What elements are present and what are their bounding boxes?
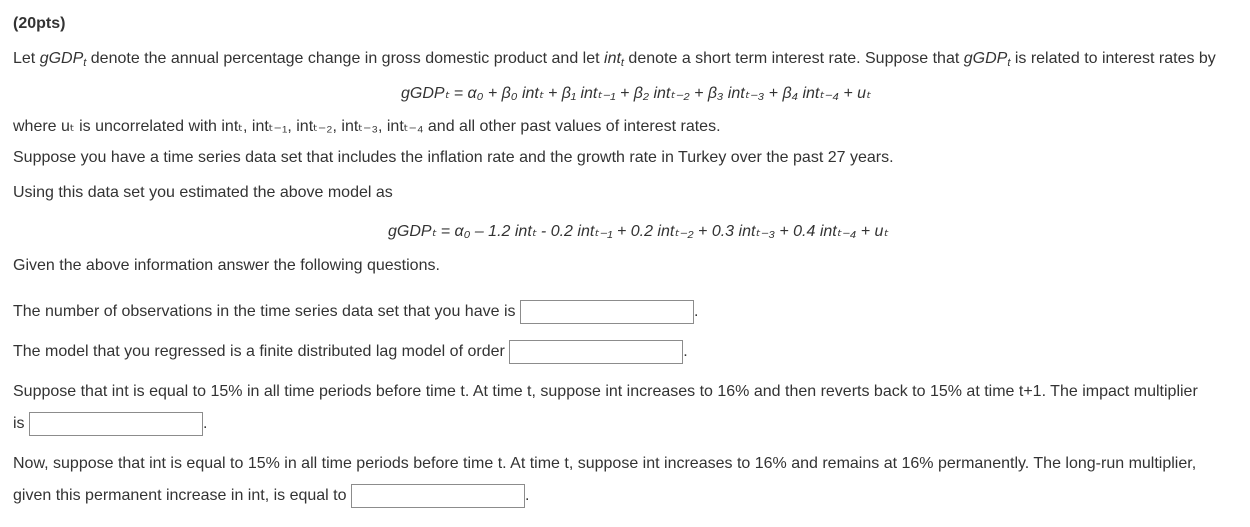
period: .: [693, 303, 699, 320]
intro-text-1: Let: [13, 50, 40, 67]
period: .: [524, 487, 530, 504]
using-line: Using this data set you estimated the above model as: [13, 184, 393, 201]
sub-t-3: t: [1007, 57, 1011, 69]
intro-text-2: denote the annual percentage change in gross domestic product and let: [86, 50, 605, 67]
dataset-line: Suppose you have a time series data set that includes the inflation rate and the growth rate in Turkey over the past 27 years.: [13, 149, 894, 166]
lag-order-answer-field[interactable]: [509, 340, 683, 364]
where-line: where uₜ is uncorrelated with intₜ, intₜ₋₁, intₜ₋₂, intₜ₋₃, intₜ₋₄ and all other past values of interest rates.: [13, 118, 721, 135]
question-1-text: The number of observations in the time series data set that you have is: [13, 303, 516, 320]
question-4-text: Now, suppose that int is equal to 15% in all time periods before time t. At time t, suppose int increases to 16% and remains at 16% permanently. The long-run multiplier, given this permanent increase in int, is equal to: [13, 455, 1197, 504]
points-label: (20pts): [13, 15, 66, 32]
intro-text-3: denote a short term interest rate. Suppose that: [623, 50, 964, 67]
var-ggdp: gGDP: [39, 50, 84, 67]
question-1: [13, 296, 1213, 328]
var-ggdp-2: gGDP: [963, 50, 1008, 67]
model-equation: gGDPₜ = α₀ + β₀ intₜ + β₁ intₜ₋₁ + β₂ intₜ₋₂ + β₃ intₜ₋₃ + β₄ intₜ₋₄ + uₜ: [401, 85, 871, 102]
var-int: int: [604, 50, 621, 67]
question-2-text: The model that you regressed is a finite distributed lag model of order: [13, 343, 505, 360]
estimated-equation: gGDPₜ = α₀ – 1.2 intₜ - 0.2 intₜ₋₁ + 0.2 intₜ₋₂ + 0.3 intₜ₋₃ + 0.4 intₜ₋₄ + uₜ: [388, 223, 889, 240]
long-run-multiplier-answer-field[interactable]: [351, 484, 525, 508]
observations-answer-field[interactable]: [520, 300, 694, 324]
question-3-text: Suppose that int is equal to 15% in all time periods before time t. At time t, suppose int increases to 16% and then reverts back to 15% at time t+1. The impact multiplier is: [13, 383, 1198, 432]
period: .: [203, 415, 208, 432]
period: .: [683, 343, 688, 360]
given-line: Given the above information answer the following questions.: [13, 257, 440, 274]
sub-t: t: [83, 57, 87, 69]
question-3: [13, 376, 1213, 440]
question-2: [13, 336, 1213, 368]
intro-paragraph: [13, 50, 1216, 68]
intro-text-4: is related to interest rates by: [1010, 50, 1216, 67]
question-4: [13, 448, 1213, 512]
sub-t-2: t: [620, 57, 624, 69]
impact-multiplier-answer-field[interactable]: [29, 412, 203, 436]
